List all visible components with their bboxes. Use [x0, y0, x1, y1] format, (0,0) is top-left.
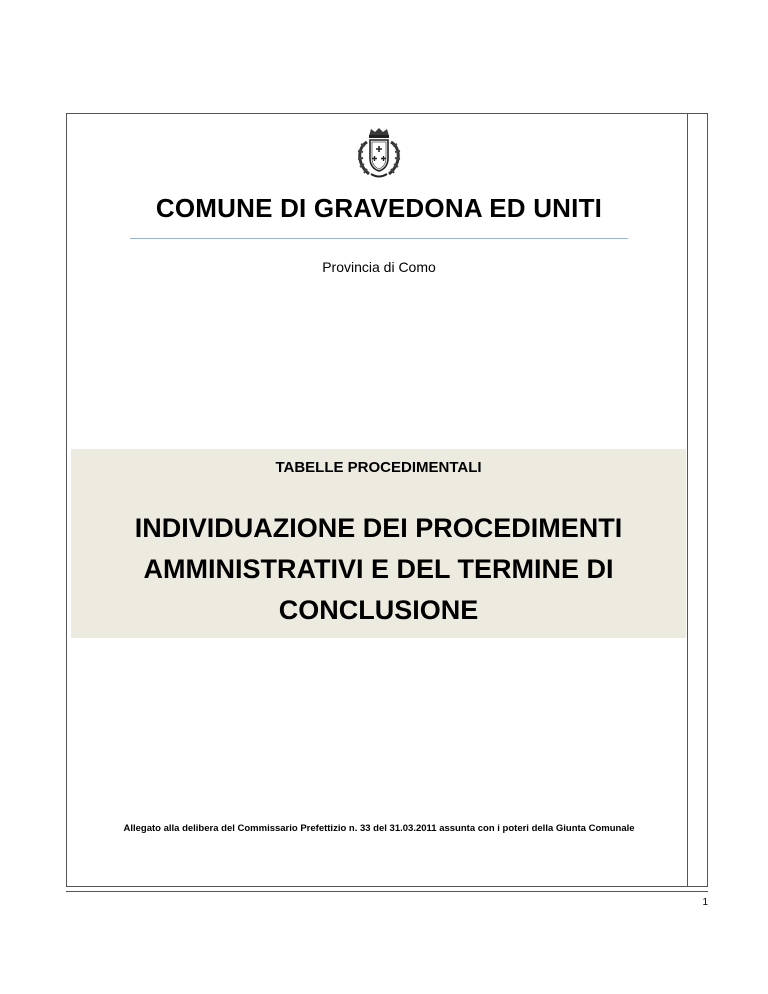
- footer-rule: [66, 891, 708, 892]
- page-number: 1: [702, 897, 708, 908]
- side-strip: [688, 113, 708, 887]
- document-title-block: [71, 449, 686, 638]
- municipal-coat-of-arms-icon: [351, 126, 407, 180]
- document-label: TABELLE PROCEDIMENTALI: [275, 459, 482, 476]
- title-underline: [130, 238, 628, 239]
- province-subtitle: Provincia di Como: [322, 259, 436, 275]
- deliberation-note: Allegato alla delibera del Commissario Prefettizio n. 33 del 31.03.2011 assunta con i poteri della Giunta Comunale: [123, 823, 635, 834]
- municipality-title: COMUNE DI GRAVEDONA ED UNITI: [155, 193, 603, 223]
- document-main-title: INDIVIDUAZIONE DEI PROCEDIMENTI AMMINISTRATIVI E DEL TERMINE DI CONCLUSIONE: [134, 513, 623, 625]
